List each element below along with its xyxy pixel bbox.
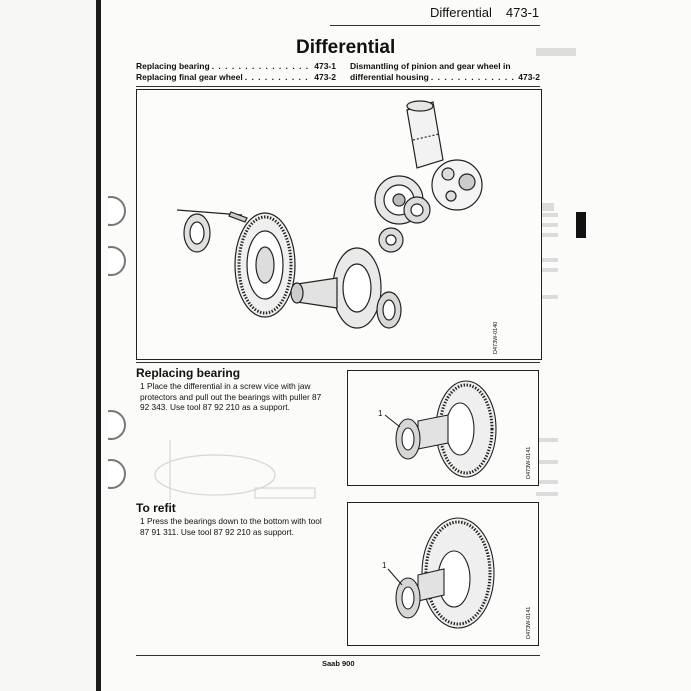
callout-number: 1 bbox=[378, 409, 383, 418]
section-body-to-refit bbox=[140, 516, 328, 537]
header-title: Differential bbox=[430, 5, 492, 20]
exploded-view-figure bbox=[136, 89, 542, 360]
step-number: 1 bbox=[140, 381, 145, 391]
toc-entry-page: 473-2 bbox=[314, 72, 336, 82]
toc-entry-label: Dismantling of pinion and gear wheel in bbox=[350, 61, 511, 71]
step-text: Press the bearings down to the bottom with tool 87 91 311. Use tool 87 92 210 as support. bbox=[140, 516, 322, 537]
toc-entry[interactable] bbox=[136, 72, 336, 83]
footer-rule bbox=[136, 655, 540, 656]
figure-code: D473W-0141 bbox=[526, 446, 532, 479]
page-title: Differential bbox=[296, 37, 396, 58]
toc-entry-label: Replacing bearing bbox=[136, 61, 210, 71]
bearing-press-drawing bbox=[348, 503, 538, 645]
bearing-removal-figure bbox=[347, 370, 539, 486]
section-body-replacing-bearing bbox=[140, 381, 328, 413]
toc-rule bbox=[136, 86, 540, 87]
figure-code: D473W-0140 bbox=[493, 321, 499, 354]
toc-right[interactable] bbox=[350, 61, 540, 83]
toc-entry[interactable] bbox=[136, 61, 336, 72]
callout-number: 1 bbox=[382, 561, 387, 570]
figure-code: D473W-0141 bbox=[526, 606, 532, 639]
footer-model: Saab 900 bbox=[322, 659, 355, 668]
bearing-refit-figure bbox=[347, 502, 539, 646]
step-number: 1 bbox=[140, 516, 145, 526]
toc-entry-label: Replacing final gear wheel bbox=[136, 72, 243, 82]
section-thumb-tab bbox=[576, 212, 586, 238]
toc-left bbox=[136, 61, 336, 83]
toc-entry-page: 473-1 bbox=[314, 61, 336, 71]
bearing-puller-drawing bbox=[348, 371, 538, 485]
section-heading-to-refit: To refit bbox=[136, 501, 176, 515]
exploded-differential-drawing bbox=[137, 90, 541, 359]
header-rule bbox=[330, 25, 540, 26]
section-rule bbox=[136, 362, 540, 363]
header-section-number: 473-1 bbox=[505, 5, 540, 20]
toc-entry-page: 473-2 bbox=[518, 72, 540, 82]
step-text: Place the differential in a screw vice with jaw protectors and pull out the bearings with puller 87 92 343. Use tool 87 92 210 as a support. bbox=[140, 381, 322, 412]
section-heading-replacing-bearing: Replacing bearing bbox=[136, 366, 241, 380]
toc-entry-label: differential housing bbox=[350, 72, 429, 82]
running-header bbox=[430, 5, 539, 20]
